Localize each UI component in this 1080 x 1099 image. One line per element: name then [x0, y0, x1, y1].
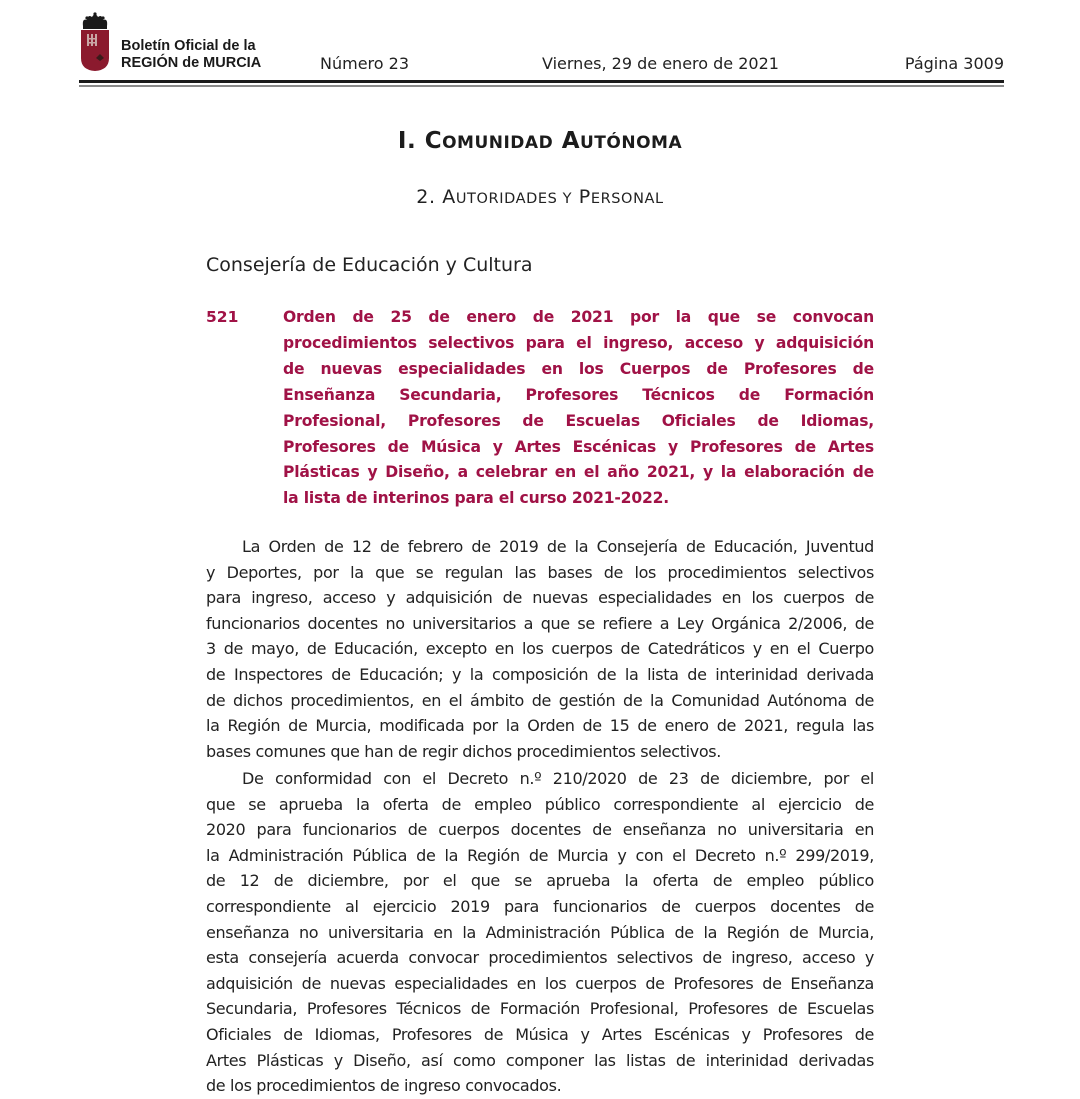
text-line: de los procedimientos de ingreso convocados. — [206, 1076, 562, 1096]
text-line: que se aprueba la oferta de empleo público correspondiente al ejercicio de — [206, 794, 874, 814]
header-rule-thick — [79, 80, 1004, 83]
department-name: Consejería de Educación y Cultura — [206, 254, 533, 276]
section-title-part: I. C — [397, 128, 443, 154]
text-line: La Orden de 12 de febrero de 2019 de la Consejería de Educación, Juventud — [242, 537, 874, 556]
section-title — [0, 128, 1080, 154]
bulletin-header — [79, 12, 1004, 88]
subsection-title — [0, 186, 1080, 208]
text-line: Oficiales de Idiomas, Profesores de Música y Artes Escénicas y Profesores de — [206, 1024, 874, 1044]
order-title-line: procedimientos selectivos para el ingreso, acceso y adquisición — [283, 333, 874, 352]
text-line: De conformidad con el Decreto n.º 210/2020 de 23 de diciembre, por el — [242, 769, 874, 788]
text-line: y Deportes, por la que se regulan las bases de los procedimientos selectivos — [206, 562, 874, 582]
text-line: de dichos procedimientos, en el ámbito de gestión de la Comunidad Autónoma de — [206, 690, 874, 710]
text-line: funcionarios docentes no universitarios a que se refiere a Ley Orgánica 2/2006, de — [206, 613, 874, 633]
brand-line-1: Boletín Oficial de la — [121, 38, 256, 54]
section-title-part: OMUNIDAD — [442, 133, 554, 153]
order-title-line: Profesional, Profesores de Escuelas Oficiales de Idiomas, — [283, 411, 874, 430]
page-number: Página 3009 — [904, 54, 1004, 73]
issue-number: Número 23 — [320, 54, 409, 73]
order-number: 521 — [206, 308, 239, 326]
text-line: Secundaria, Profesores Técnicos de Formación Profesional, Profesores de Escuelas — [206, 999, 874, 1019]
subsection-title-part: 2. A — [416, 186, 456, 208]
order-title-line: Plásticas y Diseño, a celebrar en el año 2021, y la elaboración de — [283, 463, 874, 482]
text-line: correspondiente al ejercicio 2019 para funcionarios de cuerpos docentes de — [206, 896, 874, 916]
text-line: bases comunes que han de regir dichos procedimientos selectivos. — [206, 741, 722, 761]
text-line: esta consejería acuerda convocar procedimientos selectivos de ingreso, acceso y — [206, 948, 874, 968]
text-line: la Región de Murcia, modificada por la Orden de 15 de enero de 2021, regula las — [206, 716, 874, 736]
body-paragraph-1 — [206, 534, 874, 764]
text-line: la Administración Pública de la Región de Murcia y con el Decreto n.º 299/2019, — [206, 845, 874, 865]
order-title-line: Profesores de Música y Artes Escénicas y Profesores de Artes — [283, 437, 874, 456]
body-paragraph-2 — [206, 766, 874, 1099]
text-line: adquisición de nuevas especialidades en los cuerpos de Profesores de Enseñanza — [206, 973, 874, 993]
section-title-part: UTÓNOMA — [580, 133, 683, 153]
text-line: Artes Plásticas y Diseño, así como componer las listas de interinidad derivadas — [206, 1050, 874, 1070]
section-title-part: A — [553, 128, 580, 154]
subsection-title-part: ERSONAL — [590, 191, 664, 207]
header-rule-thin — [79, 85, 1004, 87]
text-line: de Inspectores de Educación; y la composición de la lista de interinidad derivada — [206, 664, 874, 684]
order-title-line: de nuevas especialidades en los Cuerpos de Profesores de — [283, 359, 874, 378]
order-title-line: la lista de interinos para el curso 2021-2022. — [283, 489, 670, 508]
coat-of-arms-icon — [79, 12, 111, 72]
subsection-title-part: P — [572, 186, 591, 208]
text-line: 2020 para funcionarios de cuerpos docentes de enseñanza no universitaria en — [206, 820, 874, 840]
text-line: de 12 de diciembre, por el que se aprueba la oferta de empleo público — [206, 871, 874, 891]
text-line: para ingreso, acceso y adquisición de nuevas especialidades en los cuerpos de — [206, 588, 874, 608]
bulletin-brand — [121, 38, 261, 72]
text-line: 3 de mayo, de Educación, excepto en los cuerpos de Catedráticos y en el Cuerpo — [206, 639, 874, 659]
order-title-line: Orden de 25 de enero de 2021 por la que se convocan — [283, 308, 874, 326]
text-line: enseñanza no universitaria en la Administración Pública de la Región de Murcia, — [206, 922, 874, 942]
issue-date: Viernes, 29 de enero de 2021 — [542, 54, 779, 73]
order-title-line: Enseñanza Secundaria, Profesores Técnicos de Formación — [283, 385, 874, 404]
subsection-title-part: UTORIDADES Y — [455, 191, 573, 207]
order-title — [283, 305, 874, 512]
brand-line-2: REGIÓN de MURCIA — [121, 55, 262, 71]
